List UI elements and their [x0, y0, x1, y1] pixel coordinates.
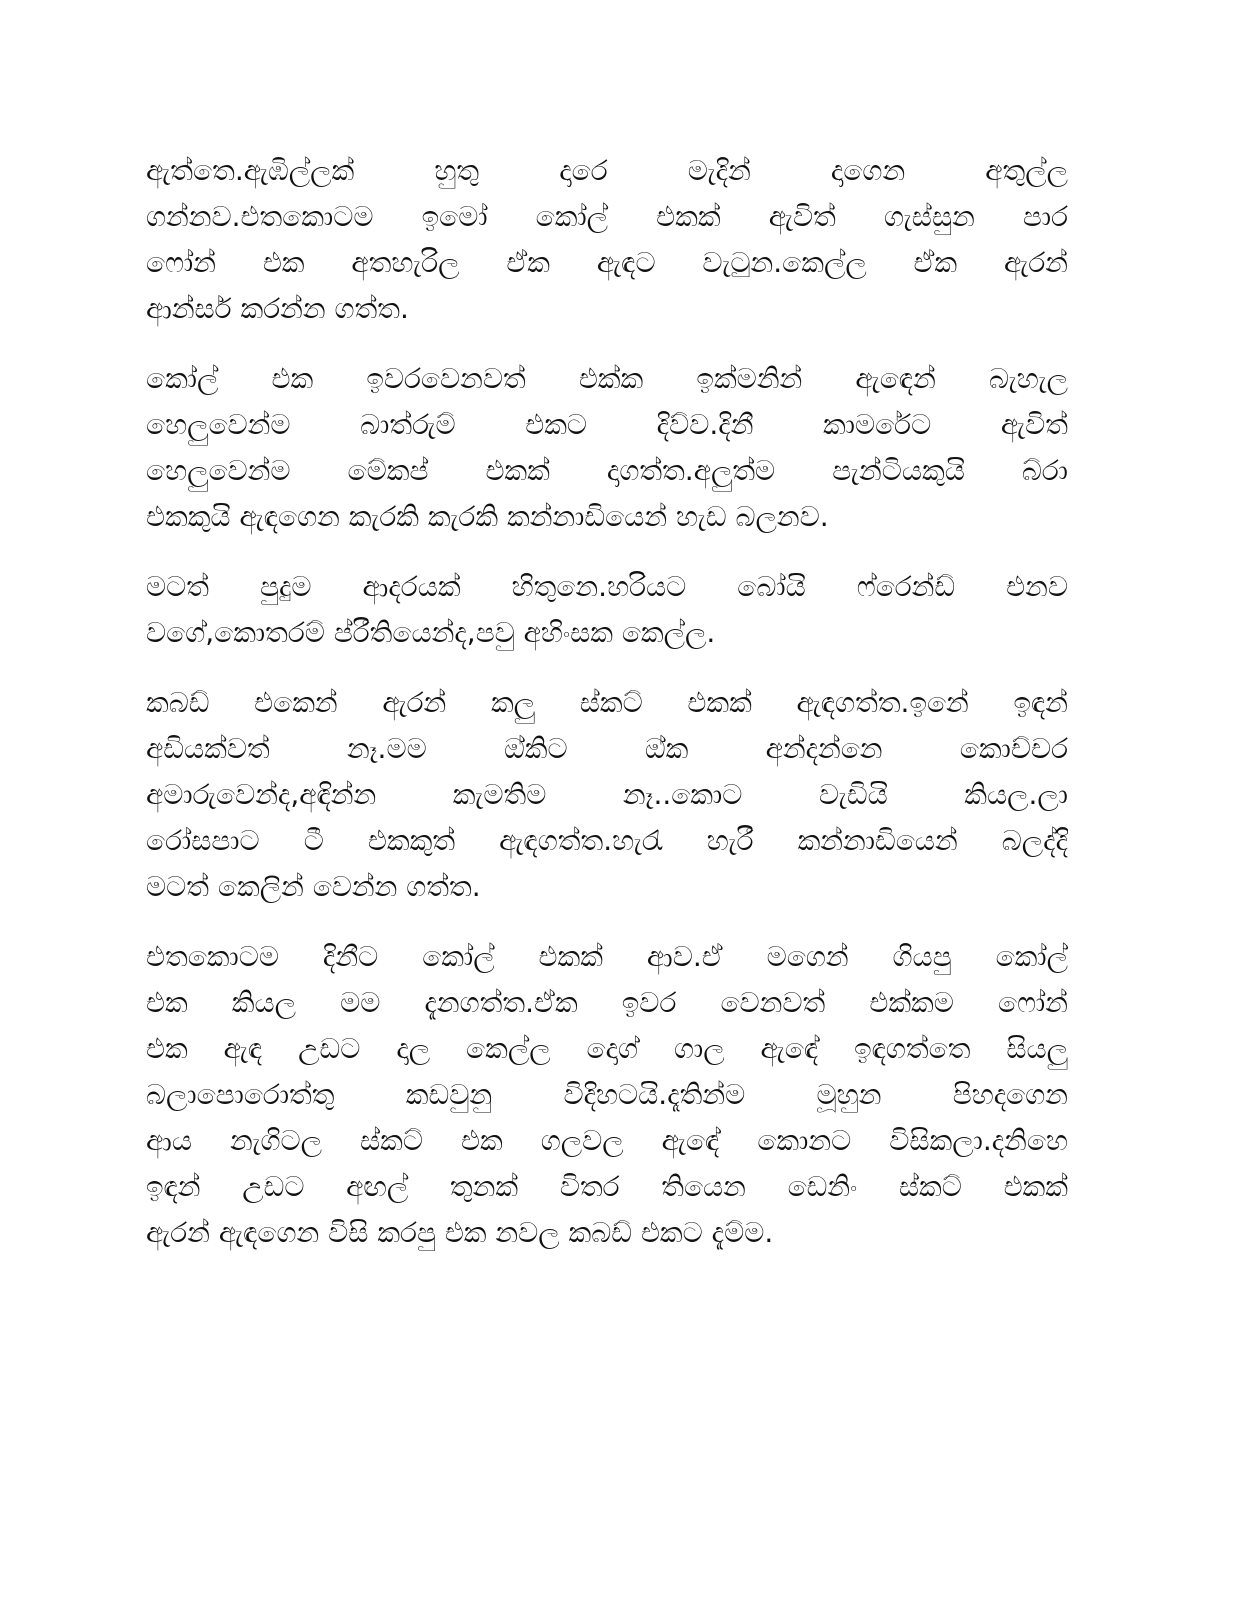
- text-line: මටත් පුදුම ආදරයක් හිතුනෙ.හරියට බෝයි ෆ්රෙන්ඩ් එනව: [146, 570, 1068, 603]
- text-line: ආන්සර් කරන්න ගත්ත.: [146, 292, 409, 325]
- paragraph-2: [146, 356, 1068, 540]
- text-line: එකකුයි ඇඳගෙන කැරකි කැරකි කන්නාඩියෙන් හැඩ බලනව.: [146, 500, 829, 533]
- paragraph-1: [146, 148, 1068, 332]
- text-line: එක ඇඳ උඩට දාල කෙල්ල දොග් ගාල ඇඳේ ඉඳගත්තෙ සියලු: [146, 1032, 1068, 1065]
- paragraph-5: [146, 934, 1068, 1256]
- text-line: ඇත්තෙ.ඇඹිල්ලක් හුතු දාරෙ මැදින් දාගෙන අතුල්ල: [146, 154, 1068, 187]
- text-line: එක කියල මම දැනගත්ත.ඒක ඉවර වෙනවත් එක්කම ෆෝන්: [146, 986, 1068, 1019]
- page-body: [146, 148, 1068, 1280]
- text-line: ඇරන් ඇඳගෙන විසි කරපු එක නවල කබඩ් එකට දැම්ම.: [146, 1216, 774, 1249]
- text-line: රෝසපාට ටී එකකුත් ඇඳගත්ත.හැරැ හැරී කන්නාඩියෙන් බලද්දි: [146, 824, 1068, 857]
- text-line: බලාපොරොත්තු කඩවුනු විදිහටයි.දෑතින්ම මූහුන පිහදගෙන: [146, 1078, 1068, 1111]
- text-line: අඩියක්වත් නෑ.මම ඔ්කිට ඔ්ක අන්දන්නෙ කොච්චර: [146, 732, 1068, 765]
- text-line: ඉඳන් උඩට අඟල් තුනක් විතර තියෙන ඩෙනිං ස්කට් එකක්: [146, 1170, 1068, 1203]
- text-line: කෝල් එක ඉවරවෙනවත් එක්ක ඉක්මනින් ඇඳෙන් බැහැල: [146, 362, 1068, 395]
- text-line: එතකොටම දිනීට කෝල් එකක් ආව.ඒ මගෙන් ගියපු කෝල්: [146, 940, 1068, 973]
- text-line: මටත් කෙලින් වෙන්න ගත්ත.: [146, 870, 481, 903]
- text-line: ආය නැගිටල ස්කට් එක ගලවල ඇඳේ කොනට විසිකලා.දනිහෙ: [146, 1124, 1068, 1157]
- text-line: අමාරුවෙන්ද,අඳින්න කැමතිම නෑ..කොට වැඩියි කියල.ලා: [146, 778, 1068, 811]
- text-line: ෆෝන් එක අතහැරිල ඒක ඇඳට වැටුන.කෙල්ල ඒක ඇරන්: [146, 246, 1068, 279]
- text-line: හෙලුවෙන්ම මේකප් එකක් දාගත්ත.අලුත්ම පැන්ටියකුයි බ්රා: [146, 454, 1068, 487]
- paragraph-4: [146, 680, 1068, 910]
- text-line: හෙලුවෙන්ම බාත්රුම් එකට දිව්ව.දිනී කාමරේට ඇවිත්: [146, 408, 1068, 441]
- text-line: වගේ,කොතරම් ප්රීතියෙන්ද,පවු අහිංසක කෙල්ල.: [146, 616, 716, 649]
- text-line: ගන්නව.එතකොටම ඉමෝ කෝල් එකක් ඇවිත් ගැස්සුන පාර: [146, 200, 1068, 233]
- paragraph-3: [146, 564, 1068, 656]
- text-line: කබඩ් එකෙන් ඇරන් කලු ස්කට් එකක් ඇඳගත්ත.ඉනේ ඉඳන්: [146, 686, 1068, 719]
